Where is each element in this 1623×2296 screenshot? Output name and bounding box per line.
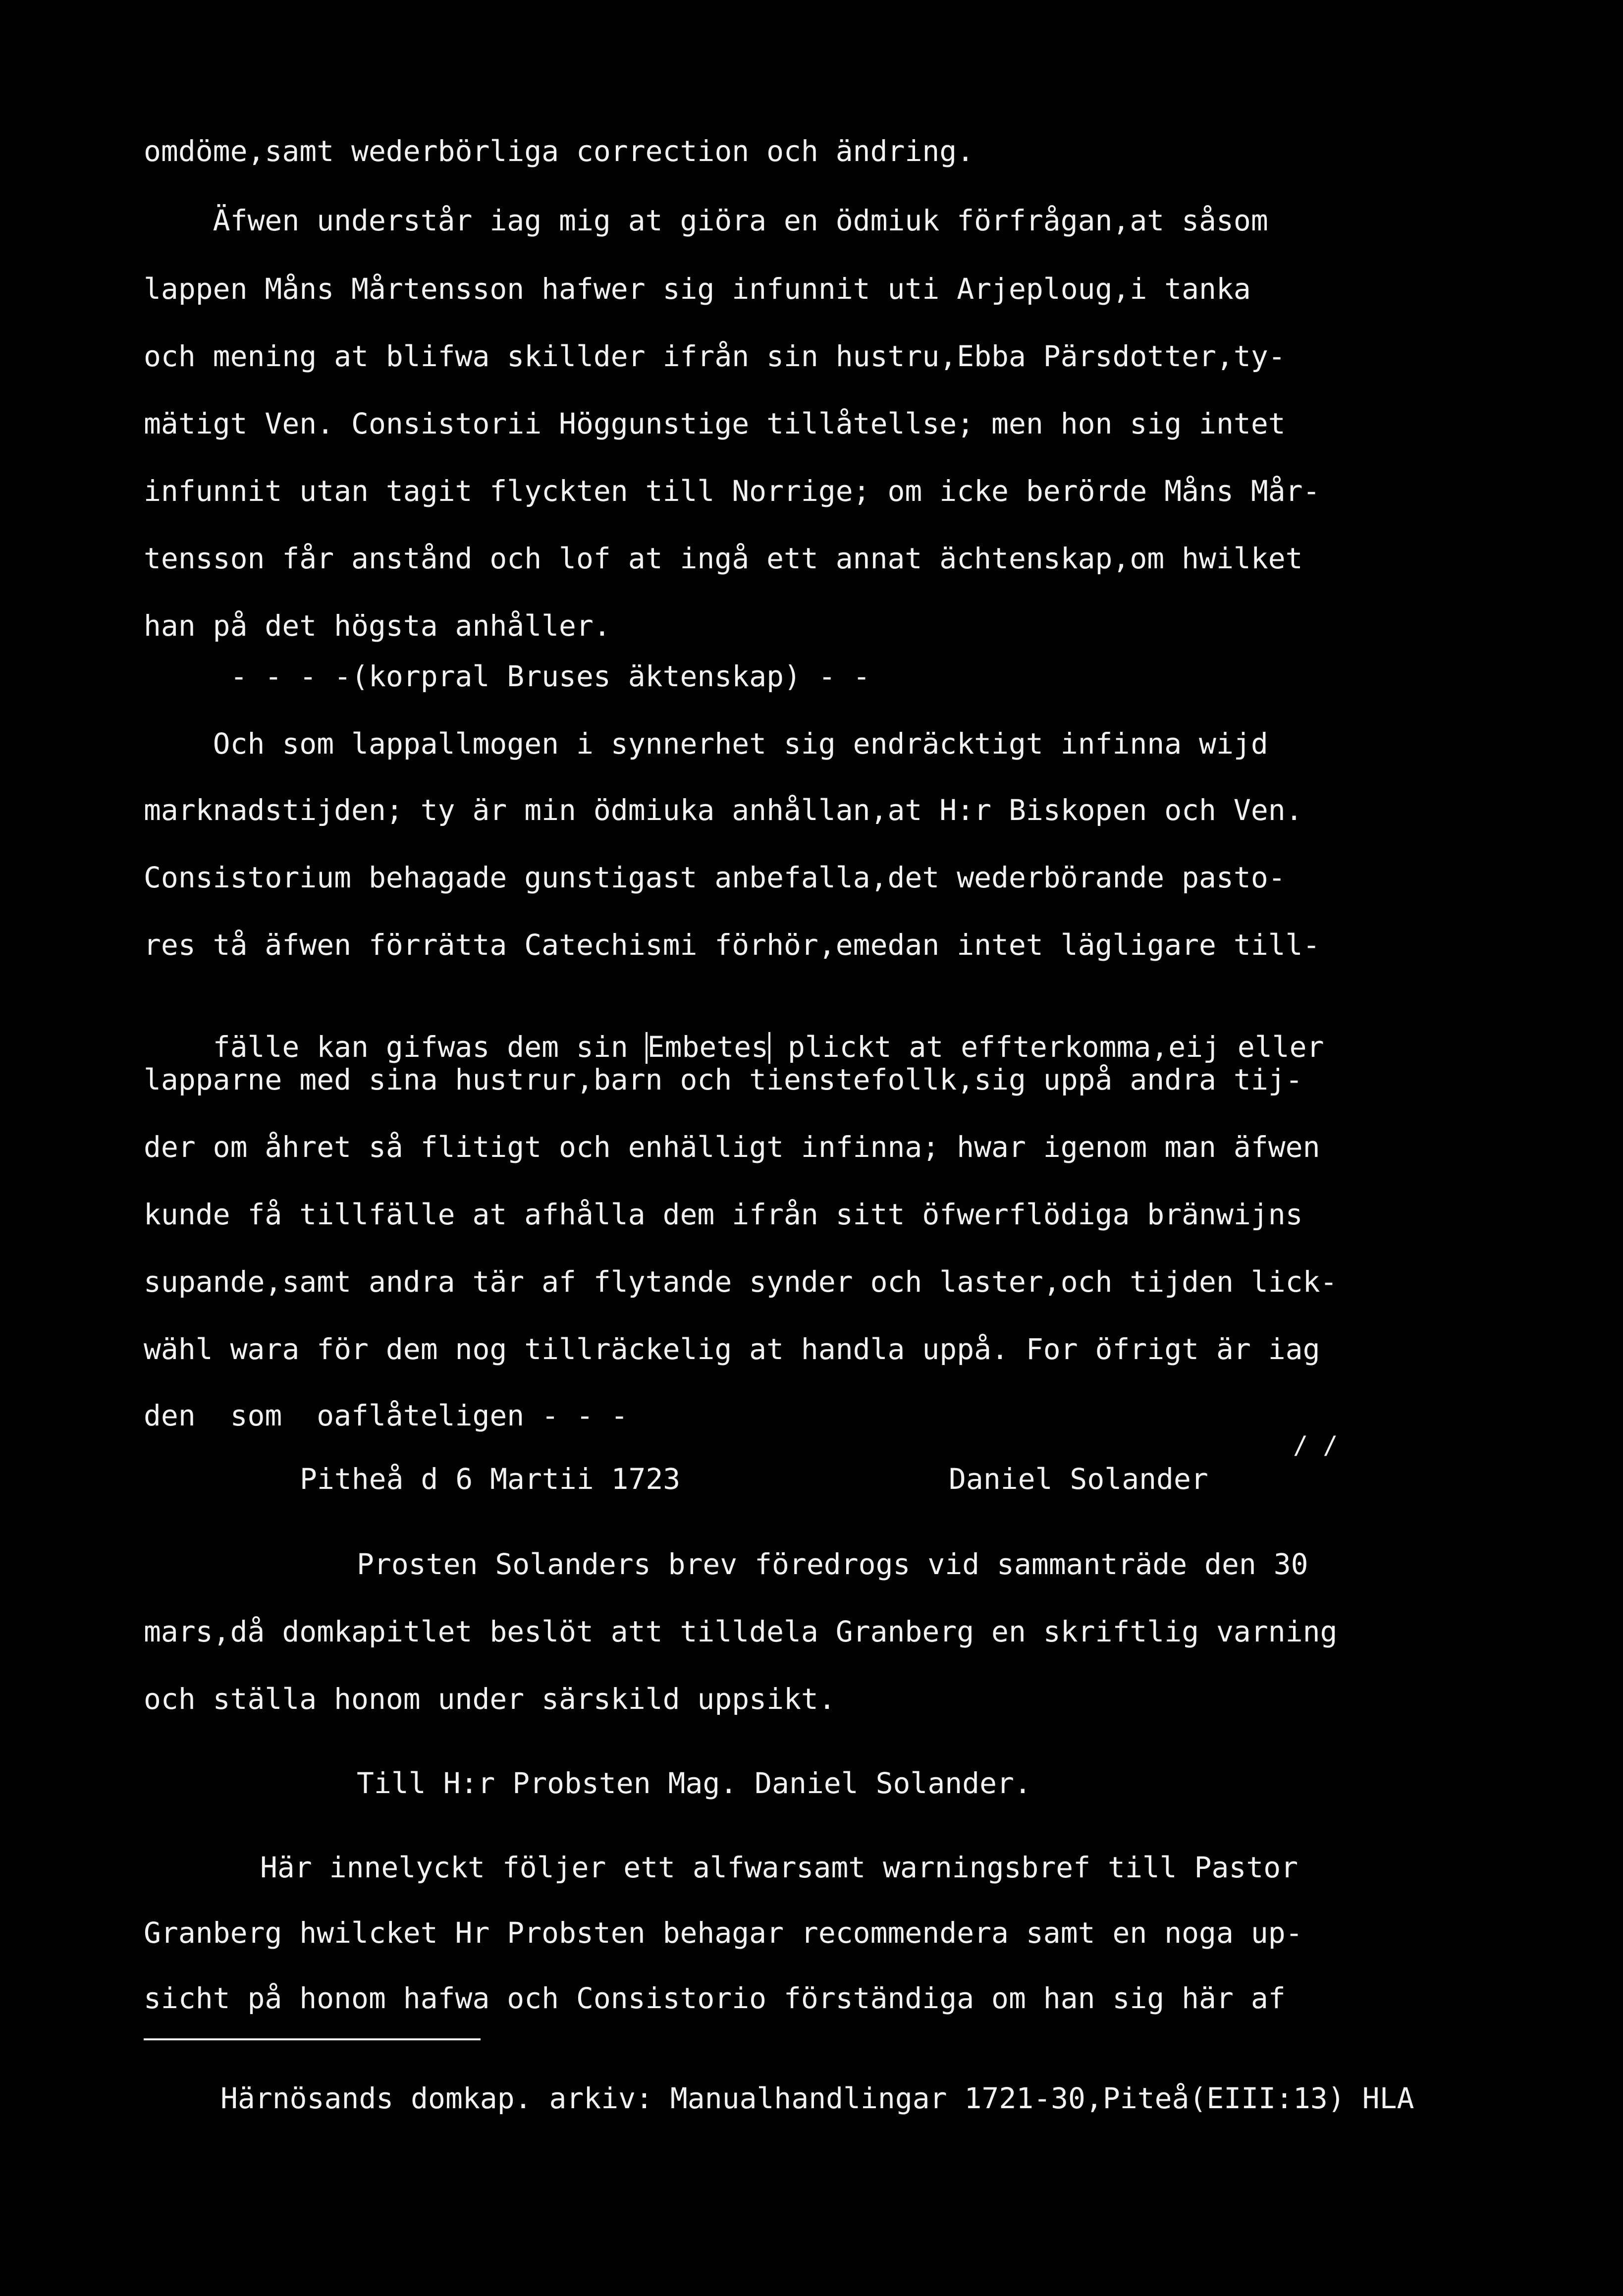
text-line: wähl wara för dem nog tillräckelig at handla uppå. For öfrigt är iag xyxy=(144,1332,1320,1366)
text-line: supande,samt andra tär af flytande synder och laster,och tijden lick- xyxy=(144,1265,1338,1299)
text-segment: fälle kan gifwas dem sin xyxy=(213,1030,646,1064)
text-line: tensson får anstånd och lof at ingå ett annat ächtenskap,om hwilket xyxy=(144,542,1303,575)
text-segment xyxy=(770,1030,788,1064)
signature-place-date: Pitheå d 6 Martii 1723 xyxy=(300,1462,681,1496)
signature-marks: / / xyxy=(1293,1431,1338,1460)
letter-line: Granberg hwilcket Hr Probsten behagar recommendera samt en noga up- xyxy=(144,1916,1303,1950)
note-line: Prosten Solanders brev föredrogs vid sammanträde den 30 xyxy=(357,1547,1308,1581)
text-line: lapparne med sina hustrur,barn och tienstefollk,sig uppå andra tij- xyxy=(144,1063,1303,1096)
text-line: infunnit utan tagit flyckten till Norrige; om icke berörde Måns Mår- xyxy=(144,474,1320,508)
text-line: omdöme,samt wederbörliga correction och ändring. xyxy=(144,134,974,168)
text-line: och mening at blifwa skillder ifrån sin hustru,Ebba Pärsdotter,ty- xyxy=(144,339,1286,373)
text-line: Äfwen understår iag mig at giöra en ödmiuk förfrågan,at såsom xyxy=(144,204,1268,237)
note-line: mars,då domkapitlet beslöt att tilldela Granberg en skriftlig varning xyxy=(144,1615,1338,1648)
addressee-line: Till H:r Probsten Mag. Daniel Solander. xyxy=(357,1766,1031,1800)
text-line: Consistorium behagade gunstigast anbefalla,det wederbörande pasto- xyxy=(144,861,1286,894)
letter-line: sicht på honom hafwa och Consistorio förständiga om han sig här af xyxy=(144,1981,1286,2015)
text-line: kunde få tillfälle at afhålla dem ifrån sitt öfwerflödiga bränwijns xyxy=(144,1198,1303,1231)
text-segment: plickt at effterkomma,eij eller xyxy=(788,1030,1324,1064)
text-line: res tå äfwen förrätta Catechismi förhör,emedan intet lägligare till- xyxy=(144,928,1320,962)
footnote-source: Härnösands domkap. arkiv: Manualhandlingar 1721-30,Piteå(EIII:13) HLA xyxy=(220,2081,1414,2115)
signature-name: Daniel Solander xyxy=(949,1462,1208,1496)
text-line: mätigt Ven. Consistorii Höggunstige tillåtellse; men hon sig intet xyxy=(144,407,1286,440)
text-line: marknadstijden; ty är min ödmiuka anhållan,at H:r Biskopen och Ven. xyxy=(144,793,1303,827)
text-line: Och som lappallmogen i synnerhet sig endräcktigt infinna wijd xyxy=(144,727,1268,761)
text-line: der om åhret så flitigt och enhälligt infinna; hwar igenom man äfwen xyxy=(144,1130,1320,1164)
text-line: den som oaflåteligen - - - xyxy=(144,1399,628,1432)
letter-line: Här innelyckt följer ett alfwarsamt warningsbref till Pastor xyxy=(260,1851,1298,1884)
footnote-divider xyxy=(144,2038,481,2040)
note-line: och ställa honom under särskild uppsikt. xyxy=(144,1682,836,1716)
bracketed-word: Embetes xyxy=(647,1030,769,1064)
text-line: lappen Måns Mårtensson hafwer sig infunnit uti Arjeploug,i tanka xyxy=(144,272,1251,306)
text-line: - - - -(korpral Bruses äktenskap) - - xyxy=(144,659,870,693)
text-line: han på det högsta anhåller. xyxy=(144,609,611,643)
